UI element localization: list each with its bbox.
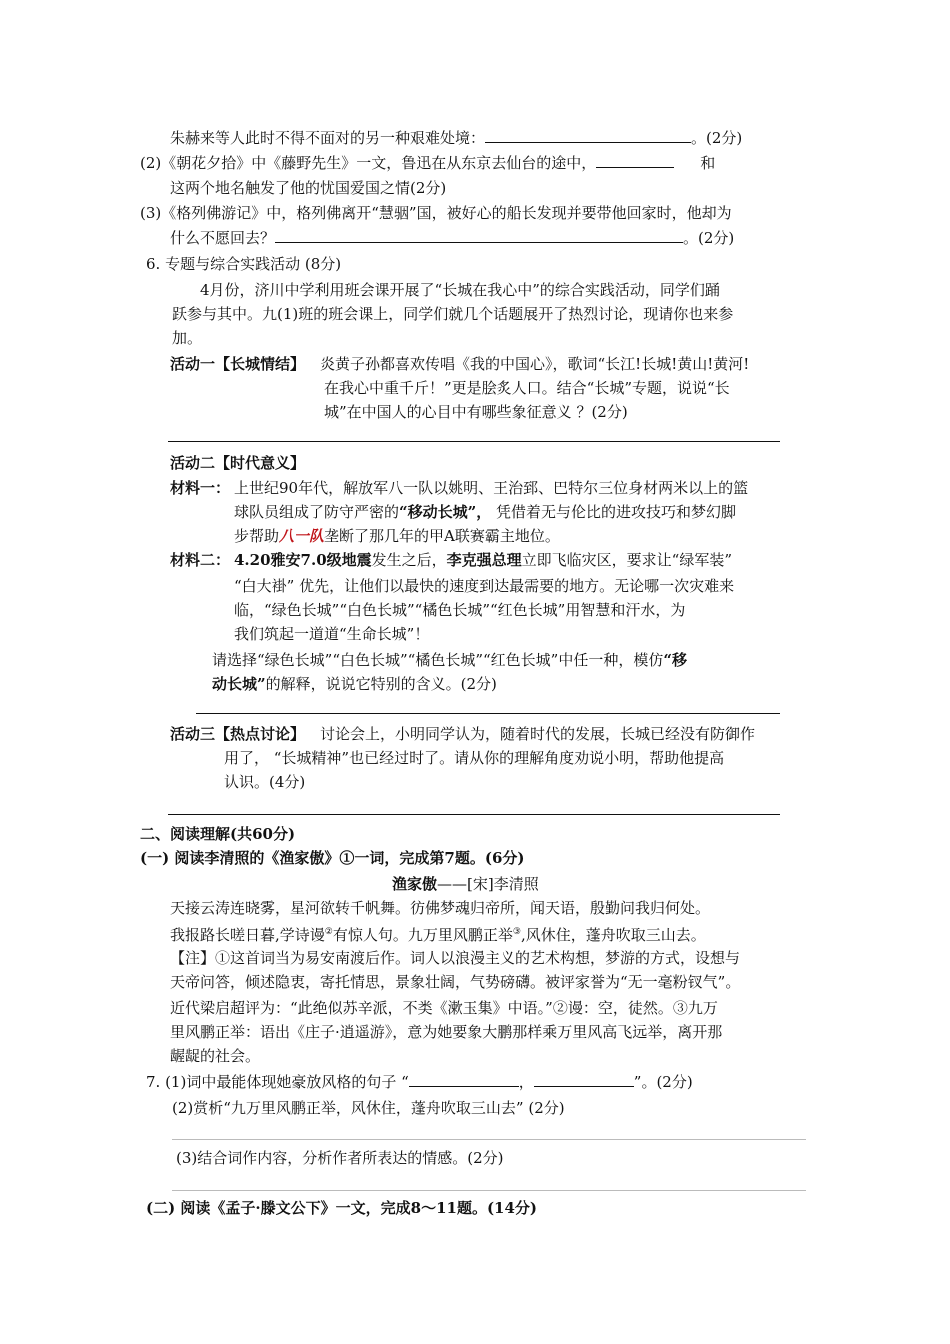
answer-line[interactable] [168, 441, 780, 442]
q6-title: 6. 专题与综合实践活动 (8分) [146, 255, 342, 273]
note-line-3: 近代梁启超评为：“此绝似苏辛派，不类《漱玉集》中语。”②谩：空，徒然。③九万 [170, 999, 718, 1017]
q7-part3: (3)结合词作内容，分析作者所表达的情感。(2分) [176, 1149, 504, 1167]
material2-label: 材料二： [170, 551, 231, 569]
answer-line[interactable] [168, 814, 780, 815]
q5-line2: (2)《朝花夕拾》中《藤野先生》一文，鲁迅在从东京去仙台的途中， 和 [140, 151, 715, 175]
activity2-label: 活动二【时代意义】 [170, 454, 306, 472]
poem-line-1: 天接云涛连晓雾，星河欲转千帆舞。彷佛梦魂归帝所，闻天语，殷勤问我归何处。 [170, 899, 711, 917]
answer-blank[interactable] [534, 1070, 634, 1087]
activity3-text-3: 认识。(4分) [224, 773, 306, 791]
activity1-text-3: 城”在中国人的心目中有哪些象征意义 ？(2分) [324, 403, 628, 421]
q5-line3: 这两个地名触发了他的忧国爱国之情(2分) [170, 179, 447, 197]
material2-text-3: 临，“绿色长城”“白色长城”“橘色长城”“红色长城”用智慧和汗水，为 [234, 601, 686, 619]
poem-title: 渔家傲——[宋]李清照 [392, 875, 539, 893]
section2-sub2: (二) 阅读《孟子·滕文公下》一文，完成8～11题。(14分) [146, 1199, 538, 1217]
activity1-text-1: 炎黄子孙都喜欢传唱《我的中国心》，歌词“长江!长城!黄山!黄河! [320, 355, 750, 373]
poem-line-2: 我报路长嗟日暮,学诗谩②有惊人句。九万里风鹏正举③,风休住，蓬舟吹取三山去。 [170, 926, 706, 944]
q5-line1: 朱赫来等人此时不得不面对的另一种艰难处境： 。(2分) [170, 126, 742, 150]
q7-part1: 7. (1)词中最能体现她豪放风格的句子 “ ， ”。(2分) [146, 1070, 693, 1094]
section2-title: 二、阅读理解(共60分) [140, 825, 296, 843]
activity2-question-2: 动长城”的解释，说说它特别的含义。(2分) [212, 675, 497, 693]
note-line-4: 里风鹏正举：语出《庄子·逍遥游》，意为她要象大鹏那样乘万里风高飞远举，离开那 [170, 1023, 723, 1041]
material1-text-2: 球队员组成了防守严密的“移动长城”， 凭借着无与伦比的进攻技巧和梦幻脚 [234, 503, 737, 521]
q5-line5: 什么不愿回去？ 。(2分) [170, 226, 734, 250]
q6-intro-1: 4月份，济川中学利用班会课开展了“长城在我心中”的综合实践活动，同学们踊 [200, 281, 720, 299]
activity1-text-2: 在我心中重千斤！”更是脍炙人口。结合“长城”专题，说说“长 [324, 379, 730, 397]
answer-blank[interactable] [409, 1070, 519, 1087]
activity3-text-2: 用了， “长城精神”也已经过时了。请从你的理解角度劝说小明，帮助他提高 [224, 749, 725, 767]
activity1-label: 活动一【长城情结】 [170, 355, 306, 373]
material2-text-4: 我们筑起一道道“生命长城”！ [234, 625, 430, 643]
answer-line[interactable] [172, 1190, 806, 1191]
activity2-question-1: 请选择“绿色长城”“白色长城”“橘色长城”“红色长城”中任一种，模仿“移 [212, 651, 687, 669]
material1-text-3: 步帮助八一队垄断了那几年的甲A联赛霸主地位。 [234, 527, 560, 545]
answer-line[interactable] [196, 713, 780, 714]
answer-blank[interactable] [596, 151, 674, 168]
q7-part2: (2)赏析“九万里风鹏正举，风休住，蓬舟吹取三山去” (2分) [172, 1099, 565, 1117]
material2-text-2: “白大褂” 优先，让他们以最快的速度到达最需要的地方。无论哪一次灾难来 [234, 577, 735, 595]
q5-line4: (3)《格列佛游记》中，格列佛离开“慧骃”国，被好心的船长发现并要带他回家时，他却为 [140, 204, 732, 222]
activity3-label: 活动三【热点讨论】 [170, 725, 306, 743]
q6-intro-2: 跃参与其中。九(1)班的班会课上，同学们就几个话题展开了热烈讨论，现请你也来参 [172, 305, 734, 323]
answer-line[interactable] [172, 1139, 806, 1140]
answer-blank[interactable] [485, 126, 691, 143]
note-line-1: 【注】①这首词当为易安南渡后作。词人以浪漫主义的艺术构想，梦游的方式，设想与 [170, 949, 741, 967]
note-line-5: 龌龊的社会。 [170, 1047, 261, 1065]
answer-blank[interactable] [275, 226, 683, 243]
material1-label: 材料一： [170, 479, 231, 497]
note-line-2: 天帝问答，倾述隐衷，寄托情思，景象壮阔，气势磅礴。被评家誉为“无一毫粉钗气”。 [170, 973, 741, 991]
activity3-text-1: 讨论会上，小明同学认为，随着时代的发展，长城已经没有防御作 [320, 725, 756, 743]
section2-sub1: (一) 阅读李清照的《渔家傲》①一词，完成第7题。(6分) [140, 849, 525, 867]
material1-text-1: 上世纪90年代，解放军八一队以姚明、王治郅、巴特尔三位身材两米以上的篮 [234, 479, 749, 497]
q6-intro-3: 加。 [172, 329, 203, 347]
material2-text-1: 4.20雅安7.0级地震发生之后，李克强总理立即飞临灾区，要求让“绿军装” [234, 551, 733, 569]
